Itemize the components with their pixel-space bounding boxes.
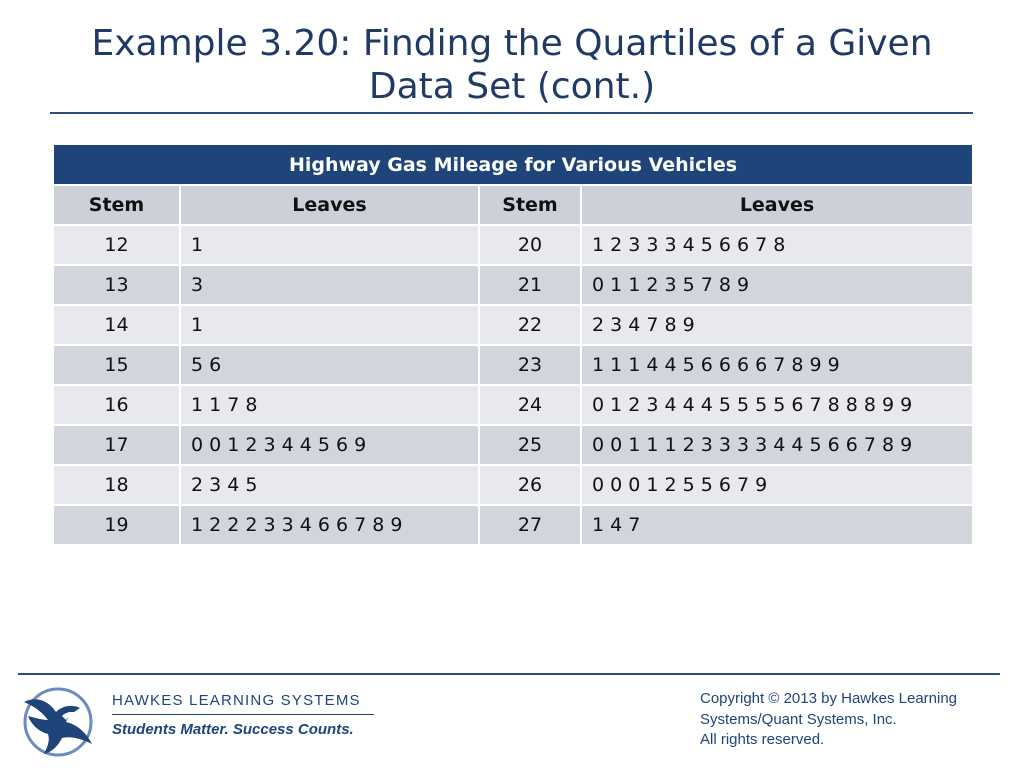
stem-cell: 25 — [479, 425, 581, 465]
table-row — [53, 225, 973, 265]
stem-cell: 16 — [53, 385, 180, 425]
stem-cell: 17 — [53, 425, 180, 465]
leaves-cell: 1 1 7 8 — [180, 385, 479, 425]
table-row — [53, 265, 973, 305]
column-header-leaves-2: Leaves — [581, 185, 973, 225]
leaves-cell: 2 3 4 5 — [180, 465, 479, 505]
brand-underline — [112, 714, 374, 715]
title-divider — [50, 112, 973, 114]
leaves-cell: 5 6 — [180, 345, 479, 385]
stem-cell: 27 — [479, 505, 581, 545]
stem-and-leaf-table — [52, 145, 974, 546]
stem-cell: 15 — [53, 345, 180, 385]
stem-cell: 23 — [479, 345, 581, 385]
stem-cell: 18 — [53, 465, 180, 505]
footer-divider — [18, 673, 1000, 675]
column-header-stem-2: Stem — [479, 185, 581, 225]
brand-tagline: Students Matter. Success Counts. — [112, 721, 354, 738]
leaves-cell: 0 1 2 3 4 4 4 5 5 5 5 6 7 8 8 8 9 9 — [581, 385, 973, 425]
table-caption: Highway Gas Mileage for Various Vehicles — [53, 145, 973, 185]
slide-title — [52, 22, 972, 108]
leaves-cell: 3 — [180, 265, 479, 305]
leaves-cell: 2 3 4 7 8 9 — [581, 305, 973, 345]
table-row — [53, 465, 973, 505]
leaves-cell: 1 — [180, 305, 479, 345]
hawk-icon — [18, 682, 98, 758]
table-caption-row — [53, 145, 973, 185]
stem-cell: 26 — [479, 465, 581, 505]
column-header-leaves-1: Leaves — [180, 185, 479, 225]
copyright-line-2: Systems/Quant Systems, Inc. — [700, 710, 897, 728]
stem-cell: 22 — [479, 305, 581, 345]
leaves-cell: 1 4 7 — [581, 505, 973, 545]
leaves-cell: 1 — [180, 225, 479, 265]
table-row — [53, 345, 973, 385]
stem-cell: 13 — [53, 265, 180, 305]
stem-cell: 19 — [53, 505, 180, 545]
leaves-cell: 1 2 3 3 3 4 5 6 6 7 8 — [581, 225, 973, 265]
stem-cell: 14 — [53, 305, 180, 345]
slide-title-line-1: Example 3.20: Finding the Quartiles of a Given — [91, 23, 933, 64]
leaves-cell: 1 2 2 2 3 3 4 6 6 7 8 9 — [180, 505, 479, 545]
table-header-row — [53, 185, 973, 225]
copyright-line-1: Copyright © 2013 by Hawkes Learning — [700, 690, 958, 707]
table-row — [53, 305, 973, 345]
stem-cell: 21 — [479, 265, 581, 305]
leaves-cell: 0 0 1 2 3 4 4 5 6 9 — [180, 425, 479, 465]
stem-cell: 12 — [53, 225, 180, 265]
copyright-line-3: All rights reserved. — [700, 731, 825, 748]
leaves-cell: 0 0 0 1 2 5 5 6 7 9 — [581, 465, 973, 505]
table-row — [53, 505, 973, 545]
table-row — [53, 425, 973, 465]
stem-cell: 20 — [479, 225, 581, 265]
leaves-cell: 1 1 1 4 4 5 6 6 6 6 7 8 9 9 — [581, 345, 973, 385]
leaves-cell: 0 0 1 1 1 2 3 3 3 3 4 4 5 6 6 7 8 9 — [581, 425, 973, 465]
stem-cell: 24 — [479, 385, 581, 425]
table-row — [53, 385, 973, 425]
column-header-stem-1: Stem — [53, 185, 180, 225]
leaves-cell: 0 1 1 2 3 5 7 8 9 — [581, 265, 973, 305]
brand-name: HAWKES LEARNING SYSTEMS — [112, 692, 361, 709]
slide-title-line-2: Data Set (cont.) — [368, 66, 656, 107]
copyright-notice — [700, 689, 1010, 751]
